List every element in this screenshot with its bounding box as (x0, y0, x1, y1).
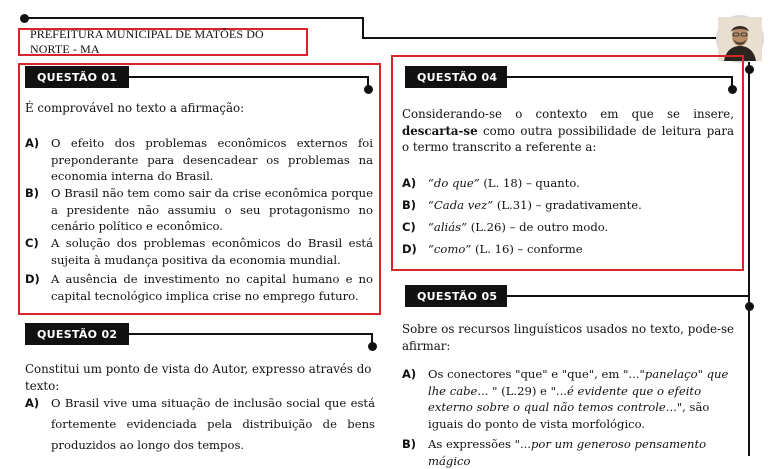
question-05-option-a[interactable] (402, 366, 736, 432)
stem-lead: Considerando-se o contexto em que se insere, (402, 107, 734, 121)
question-05-option-b[interactable] (402, 436, 736, 469)
stem-tail: como outra possibilidade de leitura para o termo transcrito a referente a: (402, 123, 734, 154)
question-05-rule (507, 295, 750, 297)
question-02-rule-dot (368, 342, 377, 351)
option-term: “Cada vez” (428, 198, 494, 212)
option-letter: C) (25, 236, 39, 250)
question-02-rule (129, 333, 373, 335)
page-header (18, 28, 308, 56)
right-timeline (748, 62, 750, 456)
option-reference: (L.26) – de outro modo. (467, 220, 609, 234)
question-05-label: QUESTÃO 05 (405, 285, 507, 307)
option-text (428, 436, 736, 469)
question-01-option-c[interactable] (25, 235, 373, 268)
question-05-stem: Sobre os recursos linguísticos usados no texto, pode-se afirmar: (402, 322, 734, 353)
question-04-label: QUESTÃO 04 (405, 66, 507, 88)
option-letter: A) (402, 367, 417, 381)
option-quote: ..."panelaço" que lhe cabe... (428, 367, 729, 398)
question-04-rule (507, 76, 733, 78)
option-text (428, 366, 736, 432)
question-02-option-a[interactable] (25, 393, 375, 456)
top-rule-right (362, 37, 718, 39)
option-reference: (L. 18) – quanto. (479, 176, 580, 190)
option-letter: C) (402, 220, 416, 234)
option-text: O Brasil vive uma situação de inclusão social que está fortemente evidenciada pela distribuição de bens produzidos ao longo dos tempos. (51, 396, 375, 452)
question-01-stem: É comprovável no texto a afirmação: (25, 101, 245, 115)
option-letter: A) (25, 396, 40, 410)
top-rule-drop (362, 17, 364, 39)
question-04-stem (402, 106, 734, 156)
question-02-stem: Constitui um ponto de vista do Autor, expresso através do texto: (25, 362, 372, 393)
question-01-rule (129, 76, 369, 78)
option-letter: B) (402, 198, 417, 212)
top-rule (24, 17, 364, 19)
option-letter: A) (25, 136, 40, 150)
option-text-part: " (L.29) e " (488, 383, 556, 398)
option-term: “do que” (428, 176, 480, 190)
option-term: “como” (428, 242, 472, 256)
option-reference: (L. 16) – conforme (471, 242, 583, 256)
option-text (428, 219, 736, 236)
question-01-option-a[interactable] (25, 135, 373, 185)
option-letter: B) (402, 437, 417, 451)
question-04-rule-dot (728, 85, 737, 94)
right-timeline-dot-1 (745, 65, 754, 74)
question-04-option-b[interactable] (402, 197, 736, 214)
question-01-label: QUESTÃO 01 (25, 66, 129, 88)
option-text: O Brasil não tem como sair da crise econômica porque a presidente não assumiu o seu protagonismo no cenário político e econômico. (51, 186, 373, 233)
question-04-option-d[interactable] (402, 241, 736, 258)
option-text-part: ", são iguais do ponto de vista morfológico. (428, 400, 710, 431)
option-text (428, 241, 736, 258)
option-text-part: Os conectores "que" e "que", em " (428, 367, 629, 381)
option-text: O efeito dos problemas econômicos externos foi preponderante para desencadear os problemas na economia interna do Brasil. (51, 136, 373, 183)
page-title: PREFEITURA MUNICIPAL DE MATÕES DO NORTE - MA (30, 27, 264, 56)
option-letter: A) (402, 176, 417, 190)
option-quote: ...por um generoso pensamento mágico (428, 437, 707, 468)
option-reference: (L.31) – gradativamente. (493, 198, 642, 212)
stem-emphasis: descarta-se (402, 123, 478, 138)
question-04-option-a[interactable] (402, 175, 736, 192)
option-term: “aliás” (428, 220, 468, 234)
option-letter: B) (25, 186, 40, 200)
question-02-label: QUESTÃO 02 (25, 323, 129, 345)
question-01-rule-dot (364, 85, 373, 94)
question-01-option-d[interactable] (25, 271, 373, 304)
question-04-option-c[interactable] (402, 219, 736, 236)
option-letter: D) (402, 242, 417, 256)
option-letter: D) (25, 272, 40, 286)
option-text-part: As expressões " (428, 437, 520, 451)
right-timeline-dot-2 (745, 302, 754, 311)
option-text: A solução dos problemas econômicos do Brasil está sujeita à mudança positiva da economia mundial. (51, 236, 373, 267)
option-text: A ausência de investimento no capital humano e no capital tecnológico implica crise no emprego futuro. (51, 272, 373, 303)
option-text (428, 175, 736, 192)
option-quote: ...é evidente que o efeito externo sobre o qual não temos controle... (428, 383, 702, 414)
question-01-option-b[interactable] (25, 185, 373, 235)
option-text (428, 197, 736, 214)
